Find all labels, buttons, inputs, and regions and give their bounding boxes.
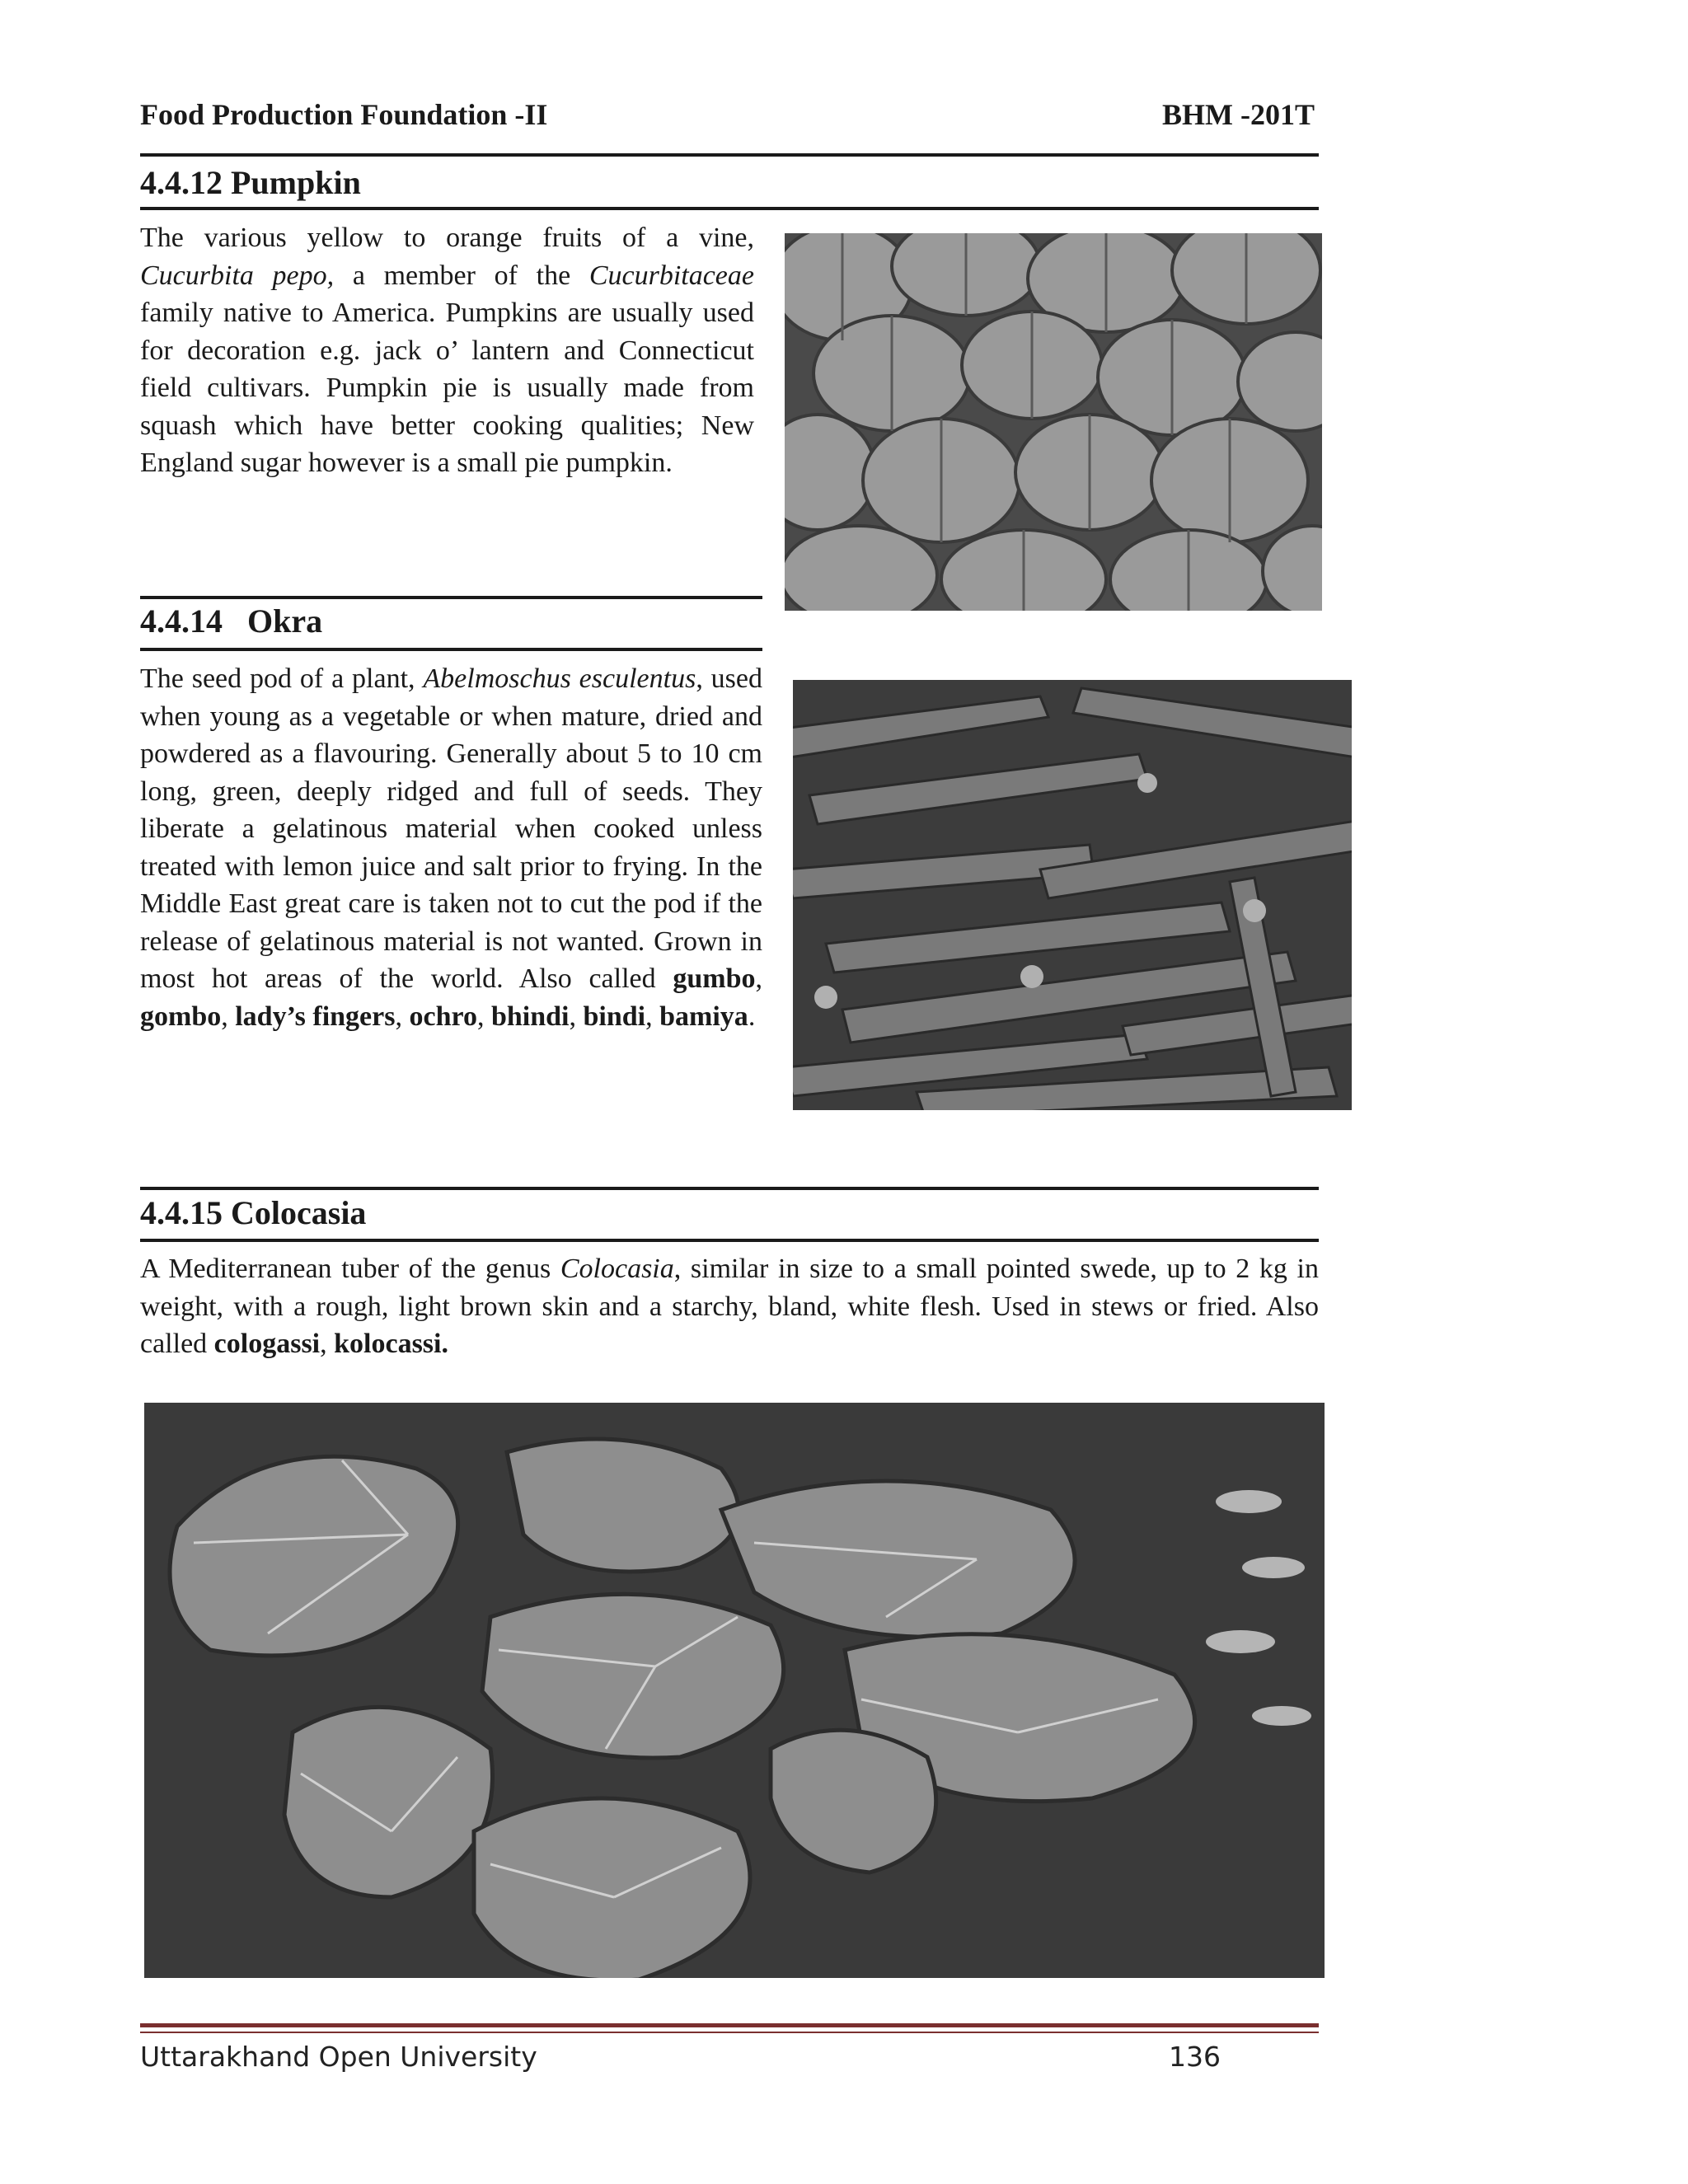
italic-term: Cucurbita pepo, (140, 260, 335, 291)
section-rule (140, 648, 762, 651)
paragraph-text: , (221, 1001, 236, 1032)
section-heading-okra: 4.4.14 Okra (140, 602, 323, 640)
header-rule (140, 153, 1319, 157)
paragraph-text: , (569, 1001, 584, 1032)
section-paragraph-pumpkin (140, 219, 754, 482)
okra-photo (793, 680, 1352, 1110)
bold-term: gumbo (673, 963, 756, 994)
running-header-title: Food Production Foundation -II (140, 98, 548, 131)
paragraph-text: , (645, 1001, 660, 1032)
italic-term: Cucurbitaceae (588, 260, 754, 291)
bold-term: kolocassi. (334, 1329, 448, 1359)
footer-rule-thin (140, 2032, 1319, 2033)
bold-term: bindi (583, 1001, 646, 1032)
pumpkins-photo (785, 233, 1322, 611)
paragraph-text: A Mediterranean tuber of the genus (140, 1254, 560, 1284)
running-header-course-code: BHM -201T (1162, 98, 1315, 131)
paragraph-text: , (755, 963, 762, 994)
section-heading-colocasia: 4.4.15 Colocasia (140, 1194, 367, 1231)
paragraph-text: , similar in size to a small pointed swede, up to 2 kg in weight, with a rough, light brown skin and a starchy, bland, white flesh. Used in stews or fried. Also called (140, 1254, 1319, 1359)
paragraph-text: , (476, 1001, 491, 1032)
paragraph-text: The seed pod of a plant, (140, 663, 424, 694)
bold-term: lady’s fingers (235, 1001, 396, 1032)
section-rule (140, 1239, 1319, 1242)
section-rule (140, 1187, 1319, 1190)
bold-term: cologassi (213, 1329, 321, 1359)
paragraph-text: , (395, 1001, 410, 1032)
footer-page-number: 136 (1169, 2041, 1221, 2073)
section-rule (140, 596, 762, 599)
section-heading-pumpkin: 4.4.12 Pumpkin (140, 164, 361, 201)
bold-term: ochro (409, 1001, 477, 1032)
section-paragraph-okra (140, 660, 762, 1035)
paragraph-text: The various yellow to orange fruits of a vine, (140, 223, 754, 253)
paragraph-text: family native to America. Pumpkins are usually used for decoration e.g. jack o’ lantern and Connecticut field cultivars. Pumpkin pie is usually made from squash which have better cooking qualities; New England sugar however is a small pie pumpkin. (140, 298, 754, 478)
bold-term: gombo (140, 1001, 222, 1032)
footer-rule-thick (140, 2023, 1319, 2027)
italic-term: Colocasia (560, 1254, 674, 1284)
italic-term: Abelmoschus esculentus (423, 663, 696, 694)
bold-term: bamiya (659, 1001, 748, 1032)
section-paragraph-colocasia (140, 1250, 1319, 1363)
bold-term: bhindi (490, 1001, 570, 1032)
paragraph-text: . (748, 1001, 756, 1032)
paragraph-text: a member of the (334, 260, 589, 291)
colocasia-photo (144, 1403, 1325, 1978)
paragraph-text: , (320, 1329, 335, 1359)
section-rule (140, 207, 1319, 210)
footer-institution: Uttarakhand Open University (140, 2041, 537, 2073)
paragraph-text: , used when young as a vegetable or when mature, dried and powdered as a flavouring. Generally about 5 to 10 cm long, green, deeply ridged and full of seeds. They liberate a gelatinous material when cooked unless treated with lemon juice and salt prior to frying. In the Middle East great care is taken not to cut the pod if the release of gelatinous material is not wanted. Grown in most hot areas of the world. Also called (140, 663, 763, 994)
